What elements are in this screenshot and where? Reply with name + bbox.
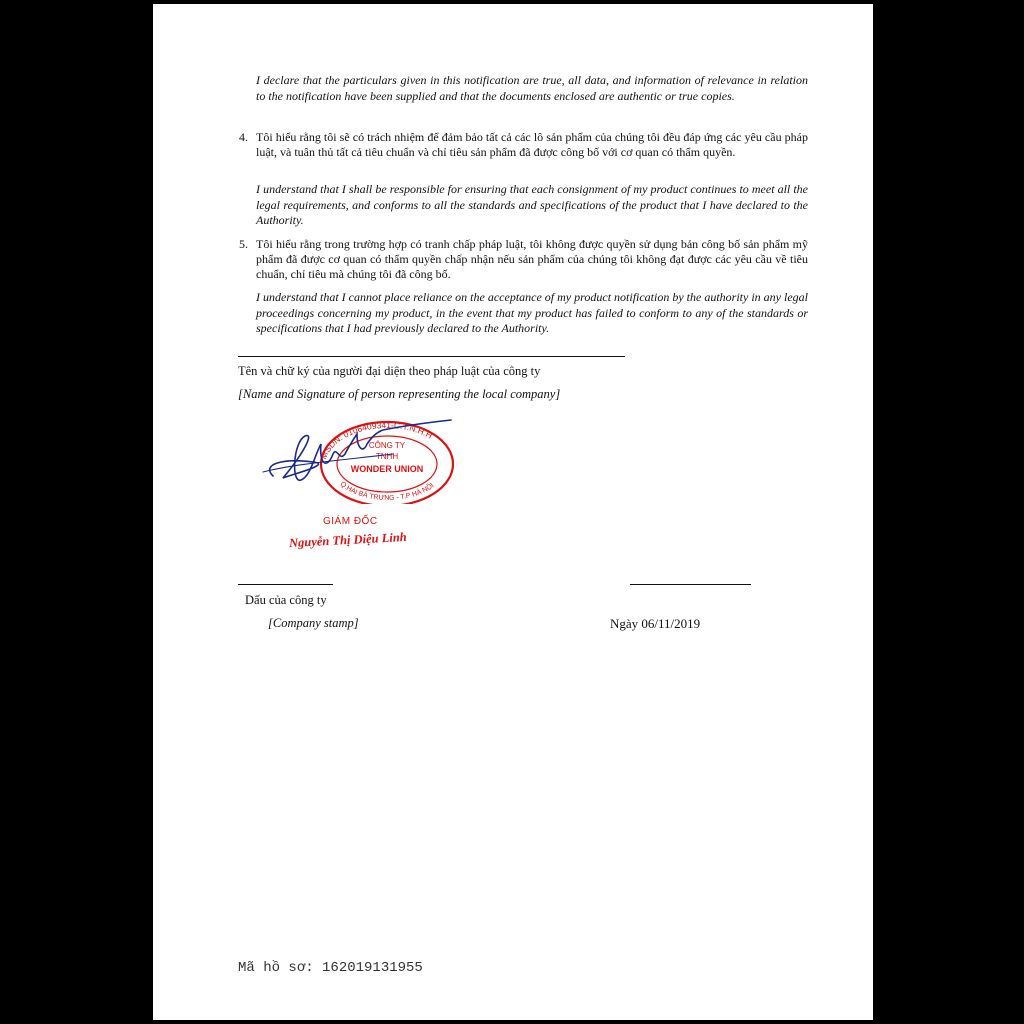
date-label: Ngày 06/11/2019 [610,616,701,631]
item4-number: 4. [239,130,248,144]
signature-line [238,356,625,357]
item5-number: 5. [239,237,248,251]
company-stamp-icon [253,414,463,504]
item4-vn: Tôi hiểu rằng tôi sẽ có trách nhiệm để đảm bảo tất cả các lô sản phẩm của chúng tôi đều đáp ứng các yêu cầu pháp luật, và tuân thủ tất cả tiêu chuẩn và chỉ tiêu sản phẩm đã được công bố với cơ quan có thẩm quyền. [256,130,808,159]
signature-label-vn: Tên và chữ ký của người đại diện theo pháp luật của công ty [238,364,541,378]
date-line [630,584,751,585]
stamp-line [238,584,333,585]
stamp-label-en: [Company stamp] [268,616,359,630]
signature-label-en: [Name and Signature of person representing the local company] [238,387,561,401]
file-code: Mã hồ sơ: 162019131955 [238,960,423,976]
svg-text:CÔNG TY: CÔNG TY [368,441,406,450]
item5-vn: Tôi hiểu rằng trong trường hợp có tranh chấp pháp luật, tôi không được quyền sử dụng bản công bố sản phẩm mỹ phẩm đã được cơ quan có thẩm quyền chấp nhận nếu sản phẩm của chúng tôi không đạt được các yêu cầu về tiêu chuẩn, chỉ tiêu mà chúng tôi đã công bố. [256,237,808,281]
svg-text:MSDN: 0106409341-C.T.N.H.H: MSDN: 0106409341-C.T.N.H.H [318,419,435,461]
svg-text:Q.HAI BÀ TRƯNG - T.P HÀ NỘI: Q.HAI BÀ TRƯNG - T.P HÀ NỘI [338,480,436,503]
director-name: Nguyễn Thị Diệu Linh [288,529,407,551]
declaration-p3-en: I declare that the particulars given in this notification are true, all data, and information of relevance in relation to the notification have been supplied and that the documents enclosed are authentic or true copies. [256,73,808,103]
document-page [153,4,873,1020]
director-title: GIÁM ĐỐC [323,516,378,527]
item4-en: I understand that I shall be responsible for ensuring that each consignment of my product continues to meet all the legal requirements, and conforms to all the standards and specifications of the product that I have declared to the Authority. [256,182,808,227]
stamp-label-vn: Dấu của công ty [245,593,327,607]
item5-en: I understand that I cannot place reliance on the acceptance of my product notification by the authority in any legal proceedings concerning my product, in the event that my product has failed to conform to any of the standards or specifications that I had previously declared to the Authority. [256,290,808,335]
svg-text:TNHH: TNHH [375,452,399,461]
svg-text:WONDER UNION: WONDER UNION [350,464,424,474]
